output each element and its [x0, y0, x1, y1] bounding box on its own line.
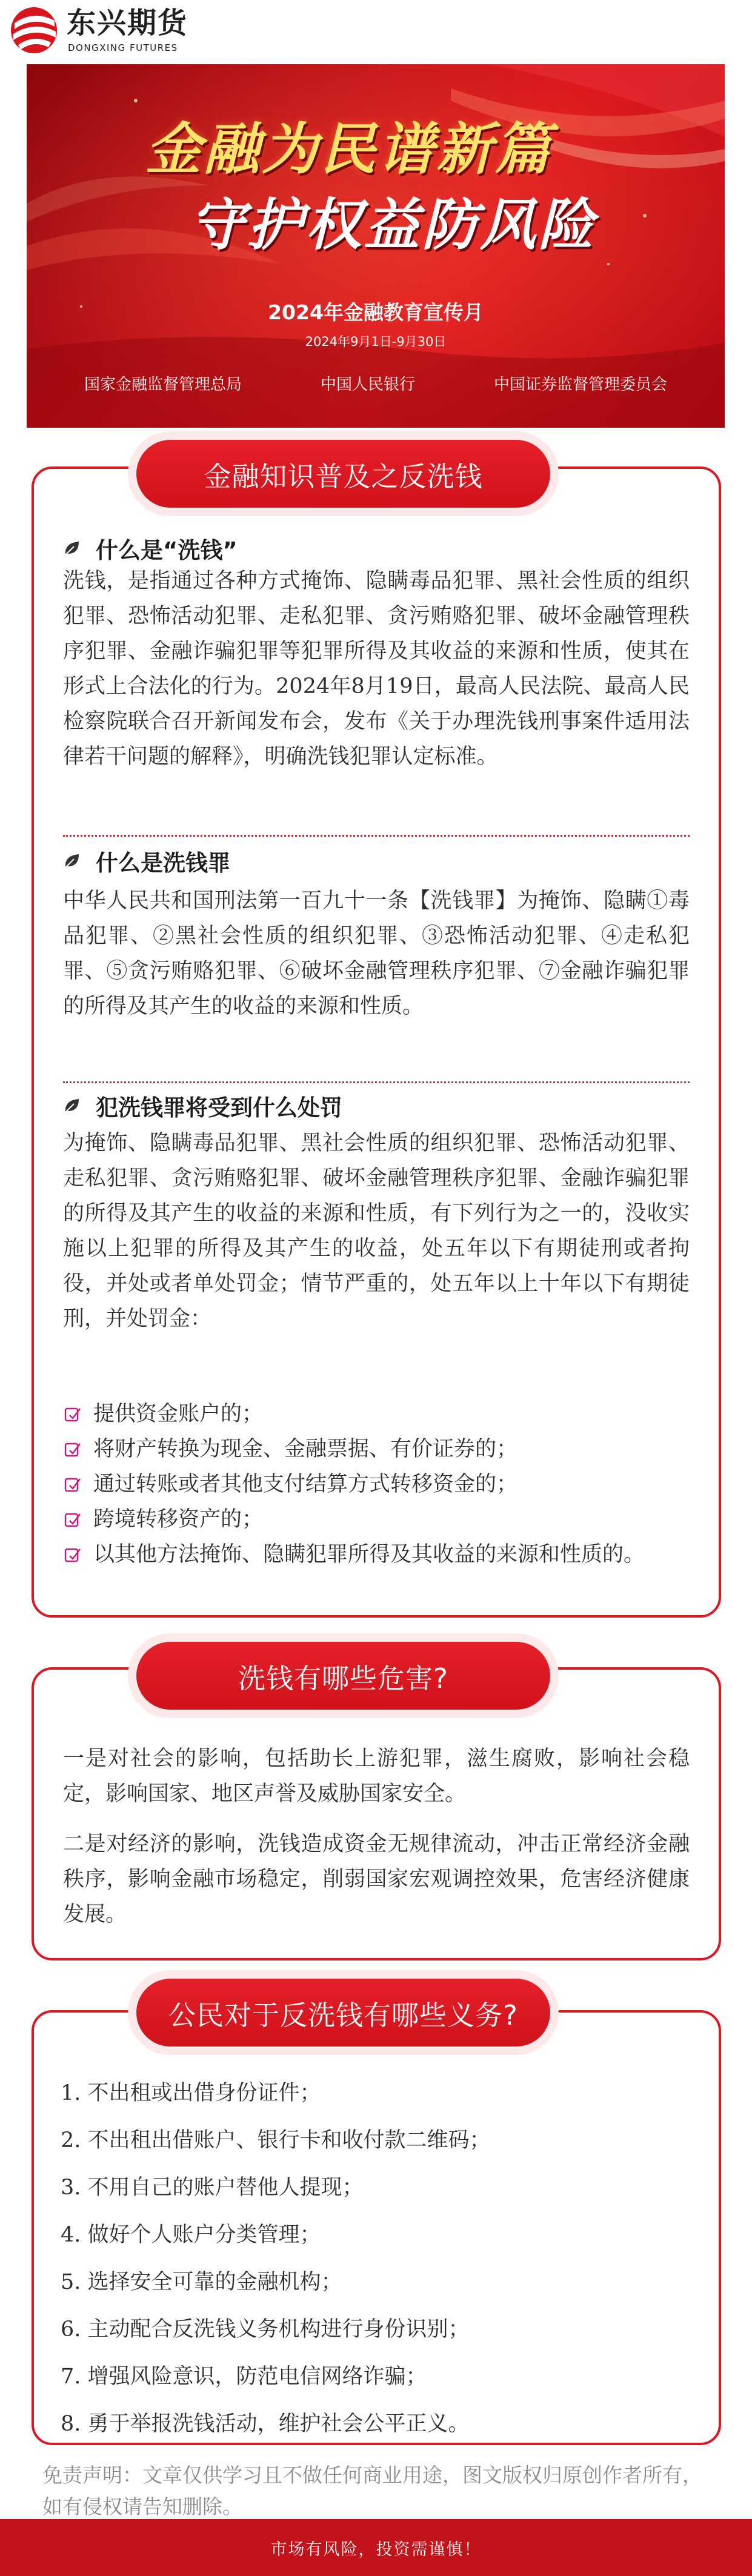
- section-title-pill: [128, 1633, 559, 1718]
- list-item: 1. 不出租或出借身份证件；: [61, 2081, 321, 2105]
- checkbox-edit-icon: [64, 1476, 81, 1493]
- checkbox-edit-icon: [64, 1547, 81, 1564]
- hero-subtitle: 2024年金融教育宣传月: [268, 300, 484, 324]
- hero-title-line2: 守护权益防风险: [189, 193, 597, 257]
- hero-date-range: 2024年9月1日-9月30日: [305, 334, 447, 349]
- checkbox-edit-icon: [64, 1512, 81, 1529]
- leaf-icon: [63, 539, 81, 557]
- list-item: 8. 勇于举报洗钱活动，维护社会公平正义。: [61, 2412, 470, 2436]
- list-item: 3. 不用自己的账户替他人提现；: [61, 2176, 364, 2200]
- hero-org: 中国证券监督管理委员会: [493, 376, 667, 394]
- leaf-icon: [63, 1097, 81, 1115]
- section-title: 金融知识普及之反洗钱: [136, 440, 550, 508]
- obligations-list: [61, 2070, 691, 2448]
- list-item: 6. 主动配合反洗钱义务机构进行身份识别；: [61, 2317, 470, 2342]
- hero-org: 中国人民银行: [320, 376, 415, 394]
- paragraph-social-impact: 一是对社会的影响，包括助长上游犯罪，滋生腐败，影响社会稳定，影响国家、地区声誉及威胁国家安全。: [63, 1747, 690, 1806]
- leaf-icon: [63, 852, 81, 870]
- paragraph-crime-definition: 中华人民共和国刑法第一百九十一条【洗钱罪】为掩饰、隐瞒①毒品犯罪、②黑社会性质的组织犯罪、③恐怖活动犯罪、④走私犯罪、⑤贪污贿赂犯罪、⑥破坏金融管理秩序犯罪、⑦金融诈骗犯罪的所得及其产生的收益的来源和性质。: [63, 889, 690, 1018]
- brand-name-en: DONGXING FUTURES: [68, 42, 178, 53]
- section-title: 公民对于反洗钱有哪些义务?: [136, 1979, 550, 2047]
- subheading-penalties: 犯洗钱罪将受到什么处罚: [63, 1089, 342, 1122]
- list-item: 将财产转换为现金、金融票据、有价证券的；: [63, 1432, 693, 1467]
- risk-warning-footer: 市场有风险，投资需谨慎！: [0, 2519, 752, 2576]
- list-item: 通过转账或者其他支付结算方式转移资金的；: [63, 1467, 693, 1502]
- checkbox-edit-icon: [64, 1406, 81, 1423]
- list-item: 4. 做好个人账户分类管理；: [61, 2223, 321, 2247]
- brand-header: [0, 0, 752, 61]
- hero-org: 国家金融监督管理总局: [84, 376, 242, 394]
- list-item: 7. 增强风险意识，防范电信网络诈骗；: [61, 2365, 427, 2389]
- dongxing-logo-icon: [6, 5, 62, 56]
- brand-name-cn: 东兴期货: [67, 6, 188, 40]
- section-title-pill: [128, 431, 559, 516]
- subheading-what-is-money-laundering: 什么是“洗钱”: [63, 532, 238, 565]
- list-item: 5. 选择安全可靠的金融机构；: [61, 2270, 342, 2294]
- subheading-money-laundering-crime: 什么是洗钱罪: [63, 845, 230, 877]
- list-item: 以其他方法掩饰、隐瞒犯罪所得及其收益的来源和性质的。: [63, 1537, 693, 1572]
- list-item: 跨境转移资产的；: [63, 1502, 693, 1537]
- list-item: 提供资金账户的；: [63, 1396, 693, 1432]
- checkbox-edit-icon: [64, 1441, 81, 1458]
- list-item: 2. 不出租出借账户、银行卡和收付款二维码；: [61, 2128, 491, 2153]
- paragraph-penalties: 为掩饰、隐瞒毒品犯罪、黑社会性质的组织犯罪、恐怖活动犯罪、走私犯罪、贪污贿赂犯罪、破坏金融管理秩序犯罪、金融诈骗犯罪的所得及其产生的收益的来源和性质，有下列行为之一的，没收实施以上犯罪的所得及其产生的收益，处五年以下有期徒刑或者拘役，并处或者单处罚金；情节严重的，处五年以上十年以下有期徒刑，并处罚金：: [63, 1131, 690, 1331]
- section-title-pill: [128, 1970, 559, 2055]
- hero-title-line1: 金融为民谱新篇: [145, 117, 553, 182]
- paragraph-money-laundering-definition: 洗钱，是指通过各种方式掩饰、隐瞒毒品犯罪、黑社会性质的组织犯罪、恐怖活动犯罪、走私犯罪、贪污贿赂犯罪、破坏金融管理秩序犯罪、金融诈骗犯罪等犯罪所得及其收益的来源和性质，使其在形式上合法化的行为。2024年8月19日，最高人民法院、最高人民检察院联合召开新闻发布会，发布《关于办理洗钱刑事案件适用法律若干问题的解释》，明确洗钱犯罪认定标准。: [63, 569, 690, 769]
- dotted-divider: [63, 1081, 690, 1083]
- hero-organizations: [27, 372, 725, 394]
- disclaimer-text: 免责声明：文章仅供学习且不做任何商业用途，图文版权归原创作者所有，如有侵权请告知删除。: [42, 2463, 702, 2518]
- dotted-divider: [63, 835, 690, 837]
- hero-banner: [27, 64, 725, 428]
- section-title: 洗钱有哪些危害?: [136, 1642, 550, 1710]
- penalty-behaviors-list: [63, 1396, 693, 1572]
- paragraph-economic-impact: 二是对经济的影响，洗钱造成资金无规律流动，冲击正常经济金融秩序，影响金融市场稳定，削弱国家宏观调控效果，危害经济健康发展。: [63, 1832, 690, 1927]
